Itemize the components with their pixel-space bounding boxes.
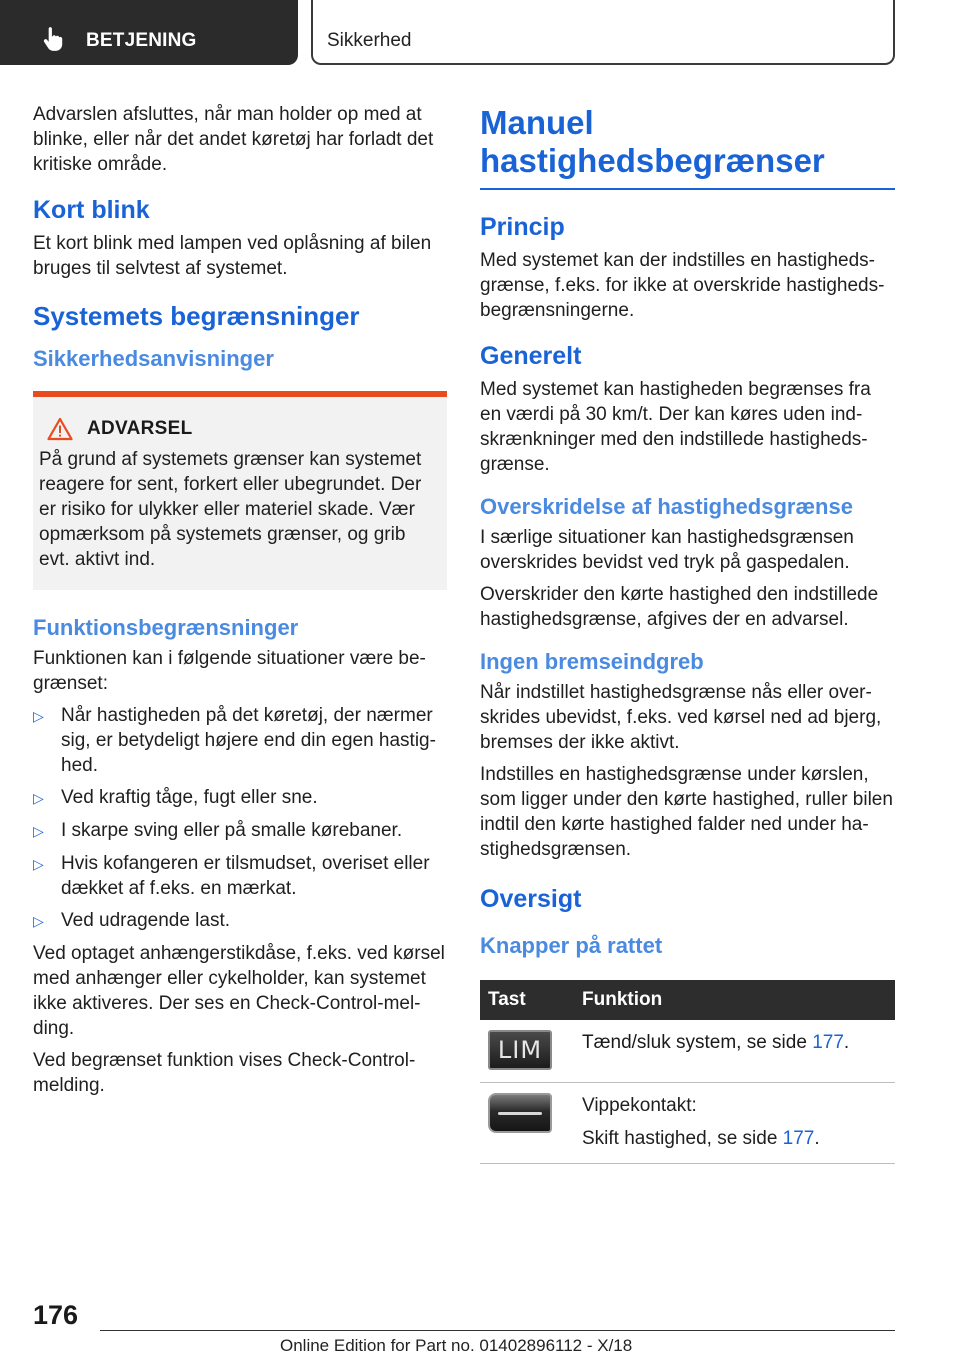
generelt-paragraph: Med systemet kan hastigheden begrænses fra en værdi på 30 km/t. Der kan køres uden ind- skrænkninger med den indstillede hastigheds- grænse. (480, 379, 871, 475)
warning-box (33, 391, 447, 590)
list-item: ▷ I skarpe sving eller på smalle kørebaner. (33, 818, 447, 844)
warning-triangle-icon (47, 417, 73, 441)
bullet-triangle-icon: ▷ (33, 790, 44, 806)
list-item: ▷ Hvis kofangeren er tilsmudset, overiset eller dækket af f.eks. en mærkat. (33, 853, 430, 899)
chapter-label: BETJENING (86, 30, 197, 51)
sikkerhed-heading: Sikkerhedsanvisninger (33, 346, 274, 371)
key-cell (480, 1020, 574, 1083)
ingen-bremse-paragraph-2: Indstilles en hastighedsgrænse under kørslen, som ligger under den kørte hastighed, ruller bilen indtil den kørte hastighed falder ned under ha- stighedsgrænsen. (480, 764, 893, 860)
begraensninger-heading: Systemets begrænsninger (33, 301, 360, 331)
knapper-heading: Knapper på rattet (480, 933, 663, 958)
right-column (480, 102, 896, 1164)
left-column (33, 102, 447, 1105)
limitations-list (33, 703, 447, 934)
limited-paragraph: Ved begrænset funktion vises Check-Control- melding. (33, 1050, 416, 1096)
key-cell (480, 1083, 574, 1164)
kort-blink-paragraph: Et kort blink med lampen ved oplåsning af bilen bruges til selvtest af systemet. (33, 233, 432, 279)
oversigt-heading: Oversigt (480, 885, 582, 913)
ingen-bremse-heading: Ingen bremseindgreb (480, 649, 704, 674)
rocker-switch-icon (488, 1093, 552, 1133)
list-item: ▷ Ved kraftig tåge, fugt eller sne. (33, 785, 447, 811)
section-label: Sikkerhed (327, 30, 412, 51)
footer-rule (100, 1330, 895, 1331)
bullet-triangle-icon: ▷ (33, 913, 44, 929)
column-header-key: Tast (480, 980, 574, 1020)
overskridelse-heading: Overskridelse af hastighedsgrænse (480, 494, 853, 519)
generelt-heading: Generelt (480, 342, 582, 370)
princip-paragraph: Med systemet kan der indstilles en hastigheds- grænse, f.eks. for ikke at overskride hastigheds- begrænsningerne. (480, 250, 885, 321)
funktion-intro: Funktionen kan i følgende situationer være be- grænset: (33, 648, 426, 694)
warning-text: På grund af systemets grænser kan systemet reagere for sent, forkert eller ubegrundet. Der er risiko for ulykker eller materiel skade. Vær opmærksom på systemets grænser, og grib evt. aktivt ind. (39, 449, 422, 570)
overskridelse-paragraph-1: I særlige situationer kan hastighedsgrænsen overskrides bevidst ved tryk på gaspedalen. (480, 527, 854, 573)
list-item: ▷ Når hastigheden på det køretøj, der nærmer sig, er betydeligt højere end din egen hastig- hed. (33, 705, 436, 776)
page-link[interactable]: 177 (782, 1128, 815, 1149)
bullet-triangle-icon: ▷ (33, 856, 44, 872)
warning-header (39, 417, 431, 441)
function-cell: Vippekontakt: Skift hastighed, se side 177. (574, 1083, 895, 1164)
intro-paragraph: Advarslen afsluttes, når man holder op med at blinke, eller når det andet køretøj har forladt det kritiske område. (33, 104, 434, 175)
overskridelse-paragraph-2: Overskrider den kørte hastighed den indstillede hastighedsgrænse, afgives der en advarsel. (480, 584, 879, 630)
bullet-triangle-icon: ▷ (33, 708, 44, 724)
table-row (480, 1083, 895, 1164)
list-item: ▷ Ved udragende last. (33, 908, 447, 934)
warning-title: ADVARSEL (87, 418, 193, 439)
page-title: Manuel hastighedsbegrænser (480, 104, 825, 179)
footer-edition: Online Edition for Part no. 01402896112 - X/18 (280, 1336, 633, 1355)
pointing-hand-icon (40, 26, 66, 52)
funktion-heading: Funktionsbegrænsninger (33, 615, 299, 640)
bullet-triangle-icon: ▷ (33, 823, 44, 839)
section-tab (311, 0, 895, 65)
page-link[interactable]: 177 (812, 1032, 844, 1053)
princip-heading: Princip (480, 213, 565, 241)
chapter-tab (0, 0, 298, 65)
table-row (480, 1020, 895, 1083)
kort-blink-heading: Kort blink (33, 196, 150, 224)
keys-table (480, 980, 895, 1164)
table-header-row (480, 980, 895, 1020)
function-cell: Tænd/sluk system, se side 177. (574, 1020, 895, 1083)
lim-button-icon: LIM (488, 1030, 552, 1070)
title-rule (480, 188, 895, 190)
column-header-function: Funktion (574, 980, 895, 1020)
page-number: 176 (33, 1300, 79, 1330)
ingen-bremse-paragraph-1: Når indstillet hastighedsgrænse nås eller over- skrides ubevidst, f.eks. ved kørsel ned ad bjerg, bremses der ikke aktivt. (480, 682, 882, 753)
trailer-paragraph: Ved optaget anhængerstikdåse, f.eks. ved kørsel med anhænger eller cykelholder, kan systemet ikke aktiveres. Der ses en Check-Control-mel- ding. (33, 943, 445, 1039)
